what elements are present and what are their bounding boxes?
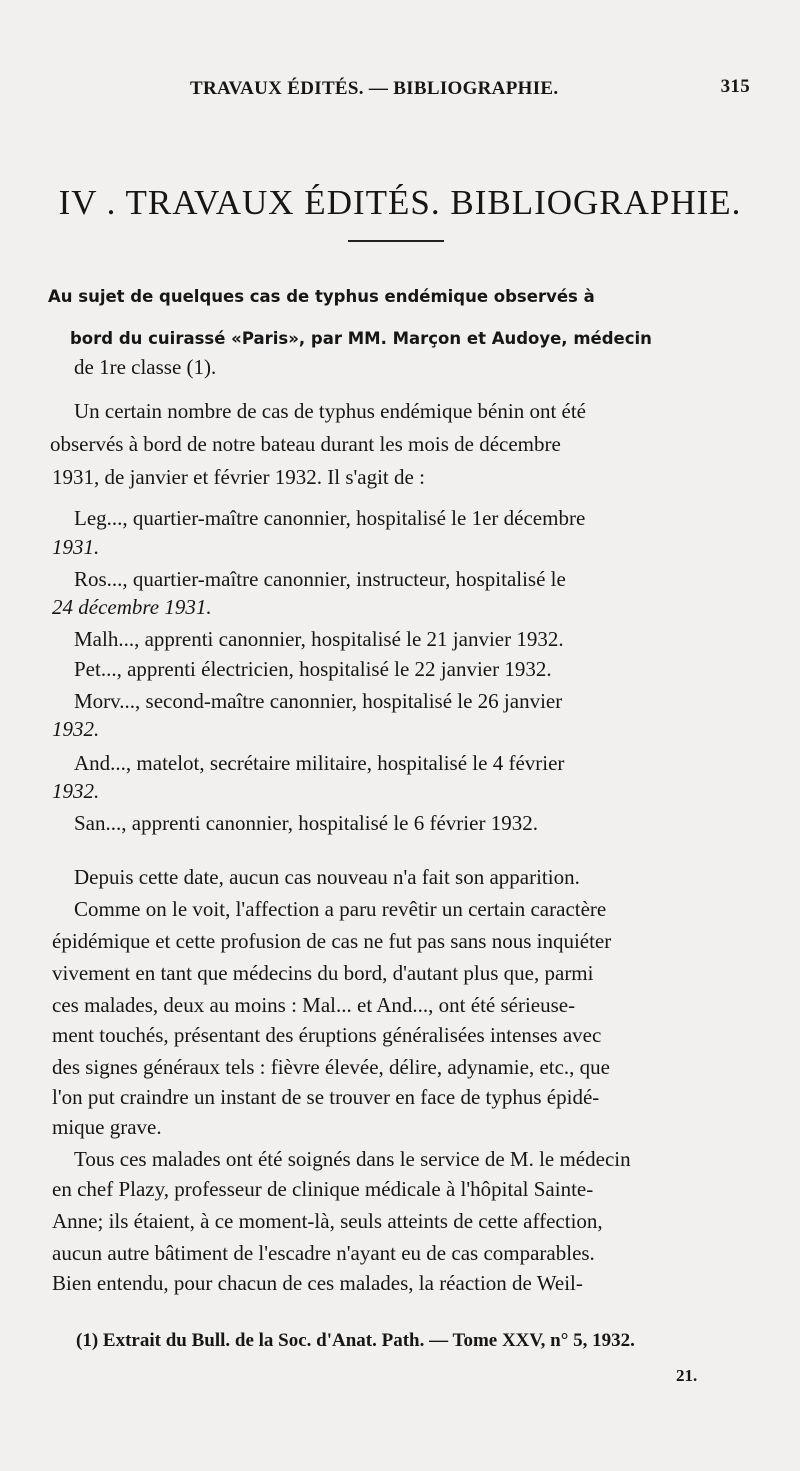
intro-line: 1931, de janvier et février 1932. Il s'agit de :: [52, 465, 425, 489]
page-number: 315: [720, 76, 750, 97]
body-line: aucun autre bâtiment de l'escadre n'ayant eu de cas comparables.: [52, 1241, 595, 1265]
case-line: Malh..., apprenti canonnier, hospitalisé le 21 janvier 1932.: [74, 627, 564, 651]
body-line: mique grave.: [52, 1115, 162, 1139]
running-head-title: TRAVAUX ÉDITÉS. — BIBLIOGRAPHIE.: [190, 78, 559, 99]
signature-mark: 21.: [676, 1366, 698, 1385]
body-line: Depuis cette date, aucun cas nouveau n'a fait son apparition.: [74, 865, 580, 889]
case-line: Ros..., quartier-maître canonnier, instructeur, hospitalisé le: [74, 567, 566, 591]
case-line: 24 décembre 1931.: [52, 595, 212, 619]
case-line: And..., matelot, secrétaire militaire, hospitalisé le 4 février: [74, 751, 565, 775]
article-heading-line: bord du cuirassé «Paris», par MM. Marçon et Audoye, médecin: [70, 329, 652, 348]
case-line: 1932.: [52, 717, 100, 741]
body-line: ces malades, deux au moins : Mal... et And..., ont été sérieuse-: [52, 993, 576, 1017]
case-line: Morv..., second-maître canonnier, hospitalisé le 26 janvier: [74, 689, 563, 713]
article-heading-line: Au sujet de quelques cas de typhus endémique observés à: [48, 287, 595, 306]
title-rule: [348, 240, 444, 242]
body-line: l'on put craindre un instant de se trouver en face de typhus épidé-: [52, 1085, 600, 1109]
case-line: San..., apprenti canonnier, hospitalisé le 6 février 1932.: [74, 811, 538, 835]
running-head: [190, 78, 750, 108]
body-line: Comme on le voit, l'affection a paru revêtir un certain caractère: [74, 897, 607, 921]
body-line: Anne; ils étaient, à ce moment-là, seuls atteints de cette affection,: [52, 1209, 603, 1233]
body-line: épidémique et cette profusion de cas ne fut pas sans nous inquiéter: [52, 929, 612, 953]
body-line: vivement en tant que médecins du bord, d'autant plus que, parmi: [52, 961, 594, 985]
body-line: des signes généraux tels : fièvre élevée, délire, adynamie, etc., que: [52, 1055, 611, 1079]
body-line: en chef Plazy, professeur de clinique médicale à l'hôpital Sainte-: [52, 1177, 594, 1201]
footnote: (1) Extrait du Bull. de la Soc. d'Anat. Path. — Tome XXV, n° 5, 1932.: [76, 1330, 635, 1351]
intro-line: Un certain nombre de cas de typhus endémique bénin ont été: [74, 399, 586, 423]
case-line: Pet..., apprenti électricien, hospitalisé le 22 janvier 1932.: [74, 657, 552, 681]
case-line: 1931.: [52, 535, 100, 559]
body-line: ment touchés, présentant des éruptions généralisées intenses avec: [52, 1023, 602, 1047]
intro-line: observés à bord de notre bateau durant les mois de décembre: [50, 432, 561, 456]
case-line: 1932.: [52, 779, 100, 803]
section-title: IV . TRAVAUX ÉDITÉS. BIBLIOGRAPHIE.: [58, 183, 742, 222]
article-heading-line: de 1re classe (1).: [74, 355, 217, 379]
body-line: Tous ces malades ont été soignés dans le service de M. le médecin: [74, 1147, 631, 1171]
case-line: Leg..., quartier-maître canonnier, hospitalisé le 1er décembre: [74, 506, 586, 530]
body-line: Bien entendu, pour chacun de ces malades, la réaction de Weil-: [52, 1271, 583, 1295]
